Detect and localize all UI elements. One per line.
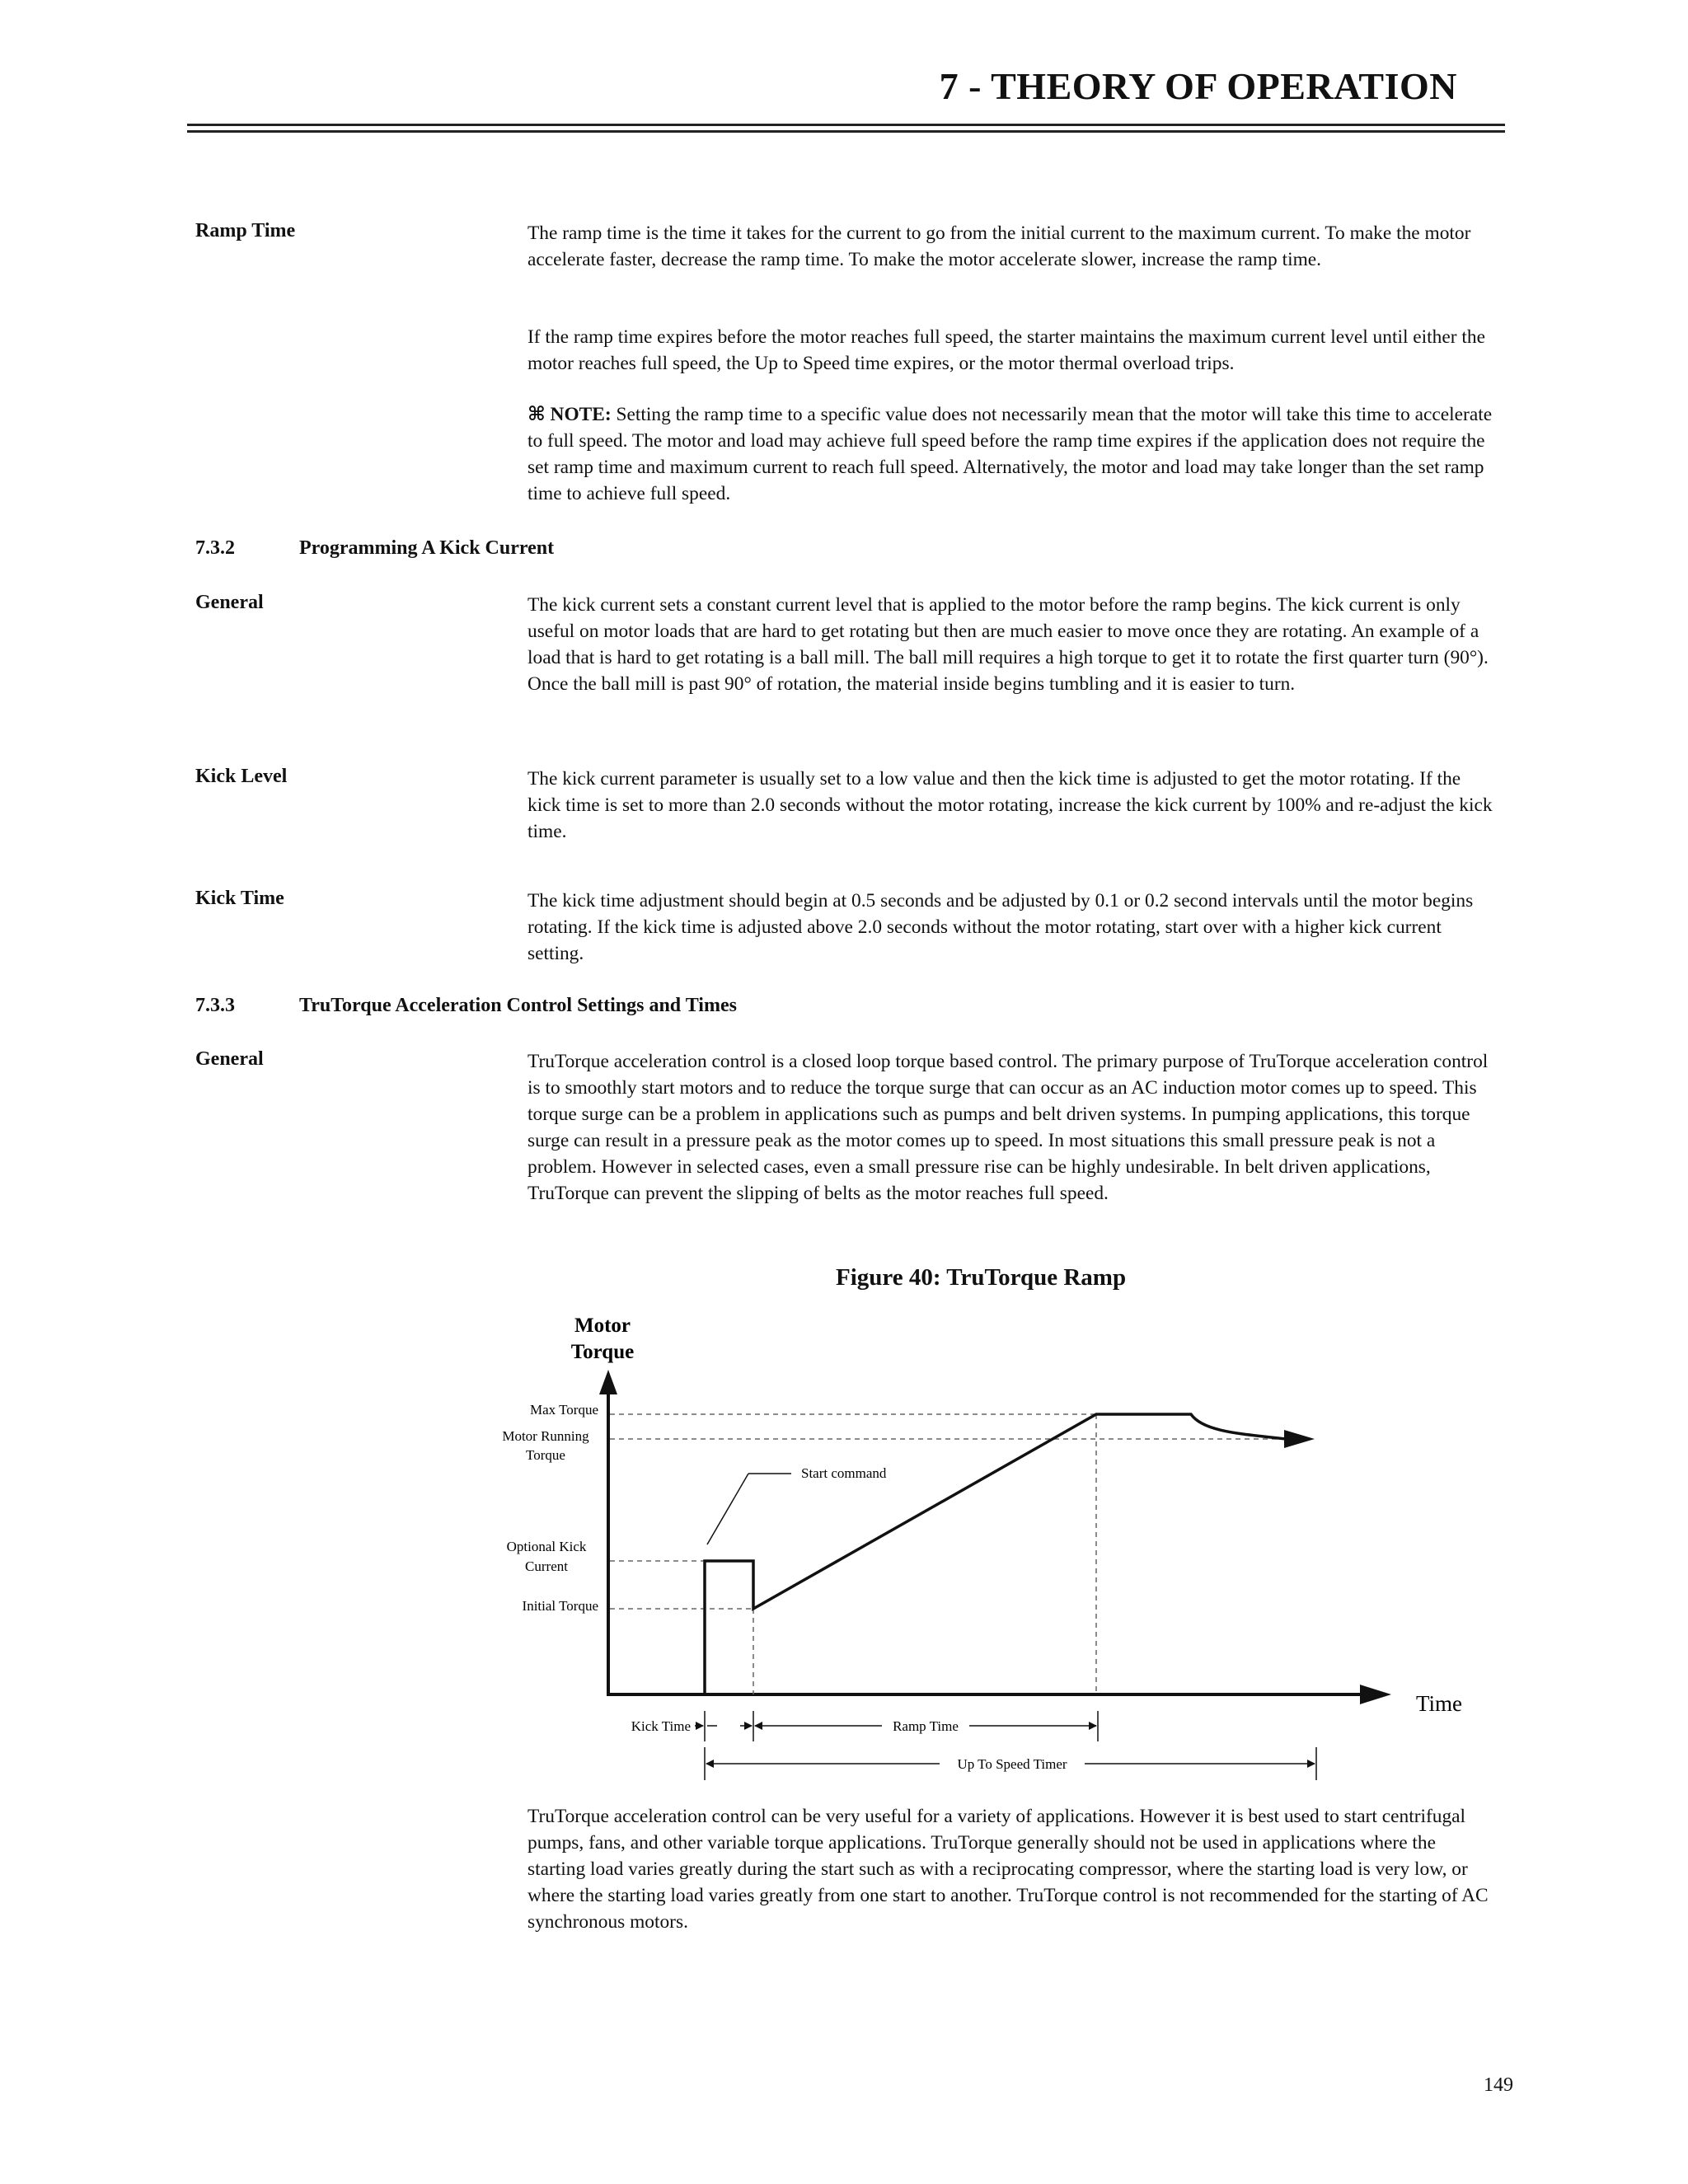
closing-paragraph: TruTorque acceleration control can be very useful for a variety of applications. However it is best used to start centrifugal pumps, fans, and other variable torque applications. TruTorque generally should not be used in applications where the starting load varies greatly during the start such as with a reciprocating compressor, where the starting load is very low, or where the starting load varies greatly from one start to another. TruTorque control is not recommended for the starting of AC synchronous motors. [528,1806,1489,1933]
running-torque-label-line2: Torque [526,1447,565,1463]
x-axis-title: Time [1416,1691,1463,1716]
y-axis-title-line1: Motor [574,1315,631,1337]
ramp-time-paragraph-2: If the ramp time expires before the motor reaches full speed, the starter maintains the maximum current level until either the motor reaches full speed, the Up to Speed time expires, or the motor thermal overload trips. [528,326,1485,374]
ramp-time-paragraph-1: The ramp time is the time it takes for the current to go from the initial current to the maximum current. To make the motor accelerate faster, decrease the ramp time. To make the motor accelerate slower, increase the ramp time. [528,223,1471,270]
y-axis-arrowhead [599,1370,617,1394]
kick-current-label-line1: Optional Kick [506,1539,587,1554]
ramp-time-label: Ramp Time [195,220,296,241]
kick-time-paragraph: The kick time adjustment should begin at 0.5 seconds and be adjusted by 0.1 or 0.2 second intervals until the motor begins rotating. If the kick time is adjusted above 2.0 seconds without the motor rotating, start over with a higher kick current setting. [528,890,1474,964]
torque-curve-arrowhead [1284,1430,1315,1448]
section-number: 7.3.2 [195,537,235,559]
kick-level-paragraph: The kick current parameter is usually set to a low value and then the kick time is adjusted to get the motor rotating. If the kick time is set to more than 2.0 seconds without the motor rotating, increase the kick current by 100% and re-adjust the kick time. [528,768,1493,842]
chapter-title: 7 - THEORY OF OPERATION [939,65,1457,107]
section-title: TruTorque Acceleration Control Settings and Times [299,995,737,1016]
x-axis-arrowhead [1360,1685,1391,1704]
ramp-time-dimension-label: Ramp Time [893,1718,959,1734]
kick-level-label: Kick Level [195,766,288,787]
torque-curve [705,1414,1286,1694]
start-command-label: Start command [801,1465,887,1481]
running-torque-label-line1: Motor Running [502,1428,589,1444]
page-number: 149 [1484,2074,1513,2096]
start-command-leader [707,1474,748,1544]
max-torque-label: Max Torque [529,1402,598,1418]
section-number: 7.3.3 [195,995,235,1016]
note-mark: ⌘ NOTE: [528,404,612,425]
note-text: Setting the ramp time to a specific value does not necessarily mean that the motor will take this time to accelerate to full speed. The motor and load may achieve full speed before the ramp time expires if the application does not require the set ramp time and maximum current to reach full speed. Alternatively, the motor and load may take longer than the set ramp time to achieve full speed. [528,404,1493,504]
general-paragraph-2: TruTorque acceleration control is a closed loop torque based control. The primary purpose of TruTorque acceleration control is to smoothly start motors and to reduce the torque surge that can occur as an AC induction motor comes up to speed. This torque surge can be a problem in applications such as pumps and belt driven systems. In pumping applications, this torque surge can result in a pressure peak as the motor comes up to speed. In most situations this small pressure peak is not a problem. However in selected cases, even a small pressure rise can be highly undesirable. In belt driven applications, TruTorque can prevent the slipping of belts as the motor reaches full speed. [528,1051,1489,1204]
general-label-1: General [195,592,264,613]
general-label-2: General [195,1048,264,1070]
initial-torque-label: Initial Torque [522,1598,598,1614]
y-axis-title-line2: Torque [570,1341,635,1363]
section-title: Programming A Kick Current [299,537,555,559]
general-paragraph-1: The kick current sets a constant current level that is applied to the motor before the ramp begins. The kick current is only useful on motor loads that are hard to get rotating but then are much easier to move once they are rotating. An example of a load that is hard to get rotating is a ball mill. The ball mill requires a high torque to get it to rotate the first quarter turn (90°). Once the ball mill is past 90° of rotation, the material inside begins tumbling and it is easier to turn. [528,594,1489,695]
kick-time-dimension-label: Kick Time [631,1718,691,1734]
figure-title: Figure 40: TruTorque Ramp [836,1264,1127,1291]
kick-current-label-line2: Current [525,1558,568,1574]
up-to-speed-dimension-label: Up To Speed Timer [957,1756,1067,1772]
kick-time-label: Kick Time [195,888,284,909]
closing-body [528,1803,1496,1935]
reference-lines [610,1414,1286,1694]
